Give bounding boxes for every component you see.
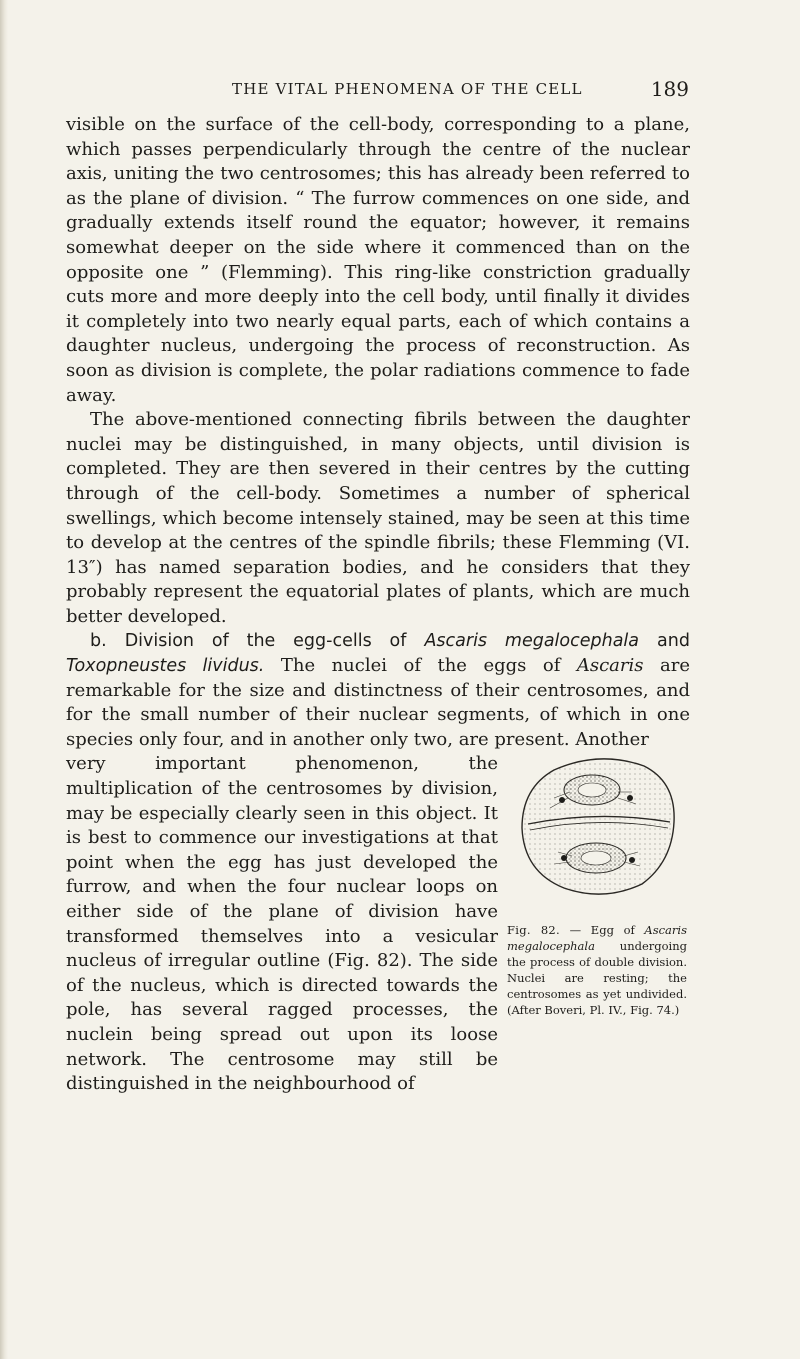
section-text-a: The nuclei of the eggs of xyxy=(280,655,561,677)
section-heading-and: and xyxy=(657,631,690,652)
paragraph-1: visible on the surface of the cell-body, corresponding to a plane, which passes perpendicularly through the centre of the nuclear axis, uniting the two centrosomes; this has already been referred to as the plane of division. “ The furrow commences on one side, and gradually extends itself round the equator; however, it remains somewhat deeper on the side where it commenced than on the opposite one ” (Flemming). This ring-like constriction gradually cuts more and more deeply into the cell body, until finally it divides it completely into two nearly equal parts, each of which contains a daughter nucleus, undergoing the process of reconstruction. As soon as division is complete, the polar radiations commence to fade away. xyxy=(66,114,690,406)
wrapped-paragraph: very important phenomenon, the multiplication of the centrosomes by division, may be especially clearly seen in this object. It is best to commence our investigations at that point when the egg has just developed the furrow, and when the four nuclear loops on either side of the plane of division have transformed themselves into a vesicular nucleus of irregular outline (Fig. 82). The side of the nucleus, which is directed towards the pole, has several ragged processes, the nuclein being spread out upon its loose network. The centrosome may still be distinguished in the neighbourhood of xyxy=(66,753,498,1095)
section-text-b: are remarkable for the size and distinctness of their centrosomes, and for the small number of their nuclear segments, of which in one species only four, and in another only two, are present. Another xyxy=(66,655,690,750)
figure-82 xyxy=(507,752,691,1018)
figure-wrap-section xyxy=(66,752,690,1096)
page-number: 189 xyxy=(650,77,689,101)
species-ascaris: Ascaris megalocephala xyxy=(424,631,640,652)
species-toxopneustes: Toxopneustes lividus. xyxy=(66,656,265,677)
page-edge xyxy=(0,0,8,1359)
caption-dash: — Egg of xyxy=(560,923,645,938)
paragraph-2: The above-mentioned connecting fibrils between the daughter nuclei may be distinguished, in many objects, until division is completed. They are then severed in their centres by the cutting through of the cell-body. Sometimes a number of spherical swellings, which become intensely stained, may be seen at this time to develop at the centres of the spindle fibrils; these Flemming (VI. 13″) has named separation bodies, and he considers that they probably represent the equatorial plates of plants, which are much better developed. xyxy=(66,409,690,627)
figure-label: Fig. 82. xyxy=(507,923,561,938)
page-header xyxy=(0,77,800,104)
section-heading: Division of the egg-cells of xyxy=(124,631,407,652)
section-b-paragraph xyxy=(66,629,690,752)
figure-caption xyxy=(507,922,687,1018)
caption-text: undergoing the process of double division. Nuclei are resting; the centrosomes as yet undivided. (After Boveri, Pl. IV., Fig. 74.) xyxy=(507,939,687,1018)
section-label: b. xyxy=(90,631,107,652)
inline-ascaris: Ascaris xyxy=(576,655,644,677)
egg-cell-illustration xyxy=(514,752,684,898)
body-text xyxy=(66,113,690,1097)
caption-species: Ascaris megalocephala xyxy=(507,923,687,954)
running-title: THE VITAL PHENOMENA OF THE CELL xyxy=(232,80,583,98)
